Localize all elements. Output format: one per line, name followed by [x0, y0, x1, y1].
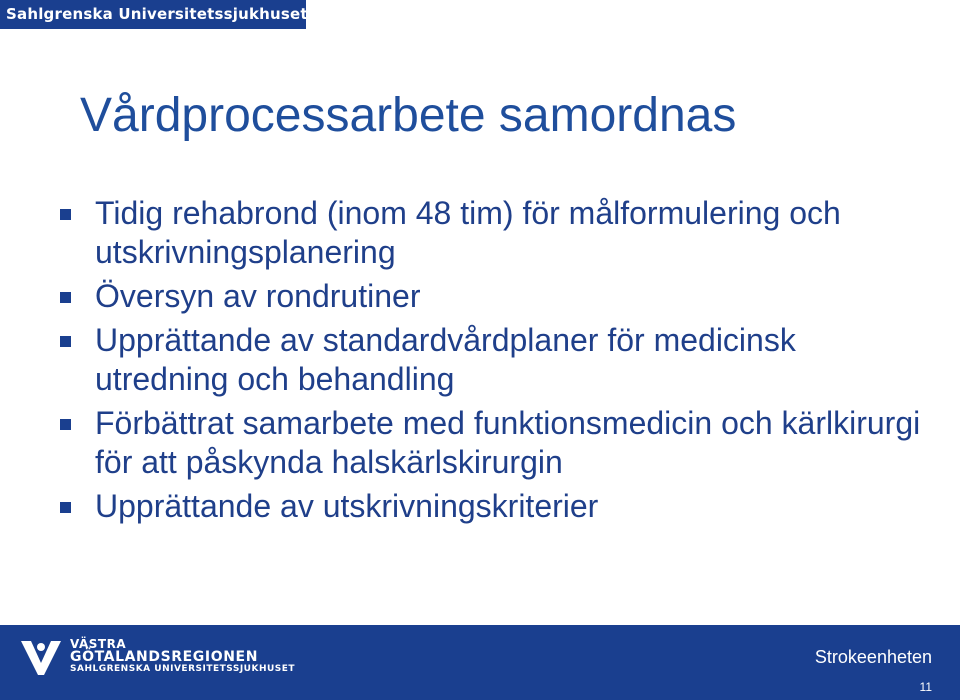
bullet-list	[60, 194, 930, 531]
unit-name: Strokeenheten	[814, 647, 932, 667]
bullet-text: Översyn av rondrutiner	[95, 278, 421, 314]
bullet-text: Tidig rehabrond (inom 48 tim) för målformulering och utskrivningsplanering	[95, 195, 841, 270]
square-bullet-icon	[60, 502, 71, 513]
footer-bar	[0, 625, 960, 700]
bullet-item-2	[60, 277, 930, 316]
logo-line-1: VÄSTRA	[70, 636, 127, 651]
logo-text	[70, 638, 295, 675]
bullet-item-1	[60, 194, 930, 272]
slide-title: Vårdprocessarbete samordnas	[80, 89, 737, 142]
bullet-item-3	[60, 321, 930, 399]
square-bullet-icon	[60, 419, 71, 430]
page-number: 11	[919, 680, 932, 694]
vgr-logo-icon	[18, 633, 64, 679]
bullet-text: Upprättande av standardvårdplaner för medicinsk utredning och behandling	[95, 322, 796, 397]
square-bullet-icon	[60, 209, 71, 220]
bullet-text: Upprättande av utskrivningskriterier	[95, 488, 599, 524]
square-bullet-icon	[60, 336, 71, 347]
logo-line-2: GÖTALANDSREGIONEN	[70, 649, 259, 666]
header-organization-banner: Sahlgrenska Universitetssjukhuset	[0, 0, 306, 29]
footer-logo	[18, 633, 295, 679]
bullet-item-4	[60, 404, 930, 482]
bullet-item-5	[60, 487, 930, 526]
square-bullet-icon	[60, 292, 71, 303]
logo-line-3: SAHLGRENSKA UNIVERSITETSSJUKHUSET	[70, 663, 296, 674]
bullet-text: Förbättrat samarbete med funktionsmedicin och kärlkirurgi för att påskynda halskärlskirurgin	[95, 405, 921, 480]
